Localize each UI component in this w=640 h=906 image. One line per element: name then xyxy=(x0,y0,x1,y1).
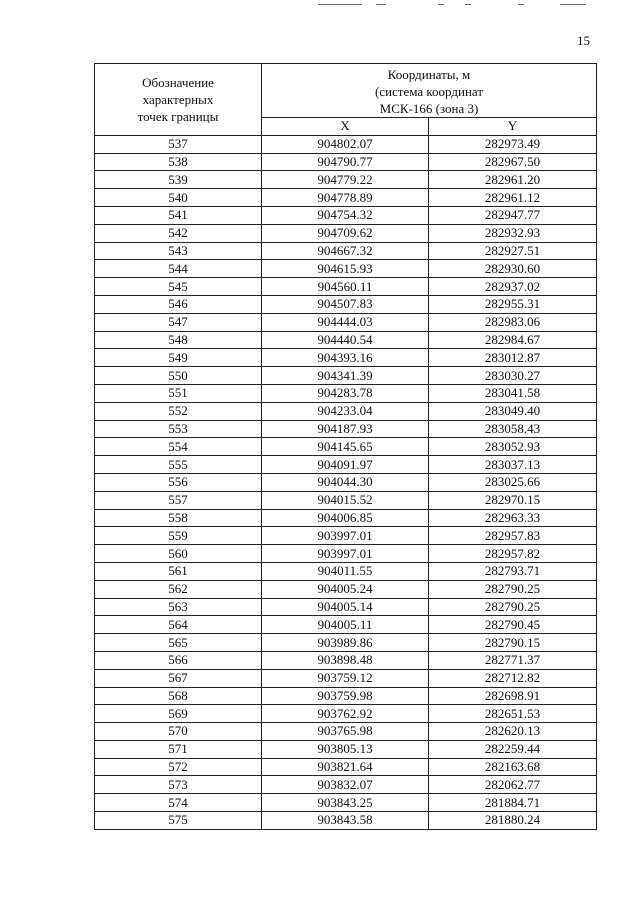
point-number-cell: 538 xyxy=(95,153,262,171)
x-coordinate-cell: 903759.98 xyxy=(262,687,429,705)
x-coordinate-cell: 903805.13 xyxy=(262,740,429,758)
y-coordinate-cell: 282790.15 xyxy=(429,634,597,652)
point-number-cell: 572 xyxy=(95,758,262,776)
table-row xyxy=(95,651,597,669)
table-row xyxy=(95,669,597,687)
point-number-cell: 567 xyxy=(95,669,262,687)
point-header-line: характерных xyxy=(142,91,214,107)
point-number-cell: 558 xyxy=(95,509,262,527)
x-coordinate-cell: 904779.22 xyxy=(262,171,429,189)
table-row xyxy=(95,295,597,313)
table-row xyxy=(95,580,597,598)
point-number-cell: 575 xyxy=(95,812,262,830)
y-coordinate-cell: 282259.44 xyxy=(429,740,597,758)
y-coordinate-cell: 283025.66 xyxy=(429,473,597,491)
point-header-line: точек границы xyxy=(137,108,219,124)
x-coordinate-cell: 904005.11 xyxy=(262,616,429,634)
table-row xyxy=(95,812,597,830)
table-row xyxy=(95,740,597,758)
y-coordinate-cell: 283052.93 xyxy=(429,438,597,456)
y-coordinate-cell: 282961.12 xyxy=(429,189,597,207)
table-row xyxy=(95,509,597,527)
table-row xyxy=(95,473,597,491)
table-row xyxy=(95,634,597,652)
x-coordinate-cell: 904444.03 xyxy=(262,313,429,331)
y-coordinate-cell: 281884.71 xyxy=(429,794,597,812)
x-coordinate-cell: 904005.14 xyxy=(262,598,429,616)
point-number-cell: 553 xyxy=(95,420,262,438)
table-row xyxy=(95,278,597,296)
point-number-cell: 560 xyxy=(95,545,262,563)
x-coordinate-cell: 904233.04 xyxy=(262,402,429,420)
x-coordinate-cell: 904283.78 xyxy=(262,384,429,402)
y-coordinate-cell: 282620.13 xyxy=(429,723,597,741)
x-coordinate-cell: 904667.32 xyxy=(262,242,429,260)
point-number-cell: 562 xyxy=(95,580,262,598)
table-row xyxy=(95,776,597,794)
table-row xyxy=(95,206,597,224)
x-coordinate-cell: 903762.92 xyxy=(262,705,429,723)
x-coordinate-cell: 903997.01 xyxy=(262,545,429,563)
point-number-cell: 570 xyxy=(95,723,262,741)
x-coordinate-cell: 904393.16 xyxy=(262,349,429,367)
table-row xyxy=(95,349,597,367)
x-coordinate-cell: 903759.12 xyxy=(262,669,429,687)
table-row xyxy=(95,598,597,616)
y-coordinate-cell: 282651.53 xyxy=(429,705,597,723)
x-coordinate-cell: 903997.01 xyxy=(262,527,429,545)
point-number-cell: 552 xyxy=(95,402,262,420)
y-coordinate-cell: 282957.83 xyxy=(429,527,597,545)
y-coordinate-cell: 282957.82 xyxy=(429,545,597,563)
x-coordinate-cell: 904187.93 xyxy=(262,420,429,438)
x-coordinate-cell: 904709.62 xyxy=(262,224,429,242)
table-row xyxy=(95,687,597,705)
x-coordinate-cell: 904011.55 xyxy=(262,562,429,580)
y-coordinate-cell: 282963.33 xyxy=(429,509,597,527)
coordinates-group-header xyxy=(262,64,597,118)
point-number-cell: 563 xyxy=(95,598,262,616)
table-body xyxy=(95,135,597,829)
x-coordinate-cell: 904560.11 xyxy=(262,278,429,296)
table-row xyxy=(95,491,597,509)
y-coordinate-cell: 282932.93 xyxy=(429,224,597,242)
table-row xyxy=(95,242,597,260)
table-row xyxy=(95,562,597,580)
x-coordinate-cell: 904507.83 xyxy=(262,295,429,313)
point-number-cell: 568 xyxy=(95,687,262,705)
y-coordinate-cell: 282937.02 xyxy=(429,278,597,296)
y-coordinate-cell: 283012.87 xyxy=(429,349,597,367)
point-number-cell: 569 xyxy=(95,705,262,723)
point-number-cell: 544 xyxy=(95,260,262,278)
page-number: 15 xyxy=(577,33,590,48)
point-number-cell: 573 xyxy=(95,776,262,794)
point-number-cell: 540 xyxy=(95,189,262,207)
point-header-line: Обозначение xyxy=(142,74,214,90)
x-coordinate-cell: 904790.77 xyxy=(262,153,429,171)
point-number-cell: 545 xyxy=(95,278,262,296)
point-number-cell: 561 xyxy=(95,562,262,580)
x-coordinate-cell: 904015.52 xyxy=(262,491,429,509)
x-coordinate-cell: 904341.39 xyxy=(262,367,429,385)
y-coordinate-cell: 282790.25 xyxy=(429,598,597,616)
x-coordinate-cell: 903898.48 xyxy=(262,651,429,669)
table-row xyxy=(95,723,597,741)
point-number-cell: 543 xyxy=(95,242,262,260)
coordinates-header-line: МСК-166 (зона 3) xyxy=(379,101,479,116)
point-number-cell: 546 xyxy=(95,295,262,313)
y-coordinate-cell: 282973.49 xyxy=(429,135,597,153)
y-coordinate-cell: 282790.45 xyxy=(429,616,597,634)
table-row xyxy=(95,758,597,776)
y-coordinate-cell: 282984.67 xyxy=(429,331,597,349)
point-number-cell: 542 xyxy=(95,224,262,242)
y-coordinate-cell: 283037.13 xyxy=(429,456,597,474)
point-number-cell: 564 xyxy=(95,616,262,634)
table-row xyxy=(95,153,597,171)
y-coordinate-cell: 283058.43 xyxy=(429,420,597,438)
x-coordinate-cell: 904802.07 xyxy=(262,135,429,153)
y-coordinate-cell: 282955.31 xyxy=(429,295,597,313)
x-coordinate-cell: 904005.24 xyxy=(262,580,429,598)
point-column-header xyxy=(95,64,262,136)
point-number-cell: 566 xyxy=(95,651,262,669)
point-number-cell: 551 xyxy=(95,384,262,402)
point-number-cell: 539 xyxy=(95,171,262,189)
table-row xyxy=(95,420,597,438)
y-coordinate-cell: 282771.37 xyxy=(429,651,597,669)
y-coordinate-cell: 282927.51 xyxy=(429,242,597,260)
table-row xyxy=(95,527,597,545)
point-number-cell: 565 xyxy=(95,634,262,652)
page-top-marks xyxy=(300,4,620,8)
point-number-cell: 549 xyxy=(95,349,262,367)
y-coordinate-cell: 281880.24 xyxy=(429,812,597,830)
table-row xyxy=(95,438,597,456)
y-coordinate-cell: 282967.50 xyxy=(429,153,597,171)
point-number-cell: 537 xyxy=(95,135,262,153)
y-coordinate-cell: 282062.77 xyxy=(429,776,597,794)
y-coordinate-cell: 282961.20 xyxy=(429,171,597,189)
y-coordinate-cell: 283041.58 xyxy=(429,384,597,402)
point-number-cell: 555 xyxy=(95,456,262,474)
point-number-cell: 550 xyxy=(95,367,262,385)
table-row xyxy=(95,331,597,349)
table-row xyxy=(95,616,597,634)
table-row xyxy=(95,224,597,242)
table-row xyxy=(95,171,597,189)
point-number-cell: 548 xyxy=(95,331,262,349)
coordinates-header-line: Координаты, м xyxy=(387,67,471,82)
table-row xyxy=(95,384,597,402)
x-coordinate-cell: 904091.97 xyxy=(262,456,429,474)
x-coordinate-cell: 903843.58 xyxy=(262,812,429,830)
coordinates-table xyxy=(94,63,597,830)
x-coordinate-cell: 903821.64 xyxy=(262,758,429,776)
y-coordinate-cell: 282163.68 xyxy=(429,758,597,776)
table-row xyxy=(95,189,597,207)
table-row xyxy=(95,545,597,563)
table-row xyxy=(95,135,597,153)
point-number-cell: 541 xyxy=(95,206,262,224)
table-row xyxy=(95,402,597,420)
y-coordinate-cell: 282947.77 xyxy=(429,206,597,224)
y-coordinate-cell: 282790.25 xyxy=(429,580,597,598)
table-row xyxy=(95,367,597,385)
y-coordinate-cell: 283049.40 xyxy=(429,402,597,420)
coordinates-header-line: (система координат xyxy=(374,84,484,99)
point-number-cell: 547 xyxy=(95,313,262,331)
table-row xyxy=(95,456,597,474)
point-number-cell: 557 xyxy=(95,491,262,509)
y-coordinate-cell: 283030.27 xyxy=(429,367,597,385)
x-coordinate-cell: 903989.86 xyxy=(262,634,429,652)
table-row xyxy=(95,794,597,812)
y-coordinate-cell: 282930.60 xyxy=(429,260,597,278)
x-coordinate-cell: 904778.89 xyxy=(262,189,429,207)
y-coordinate-cell: 282983.06 xyxy=(429,313,597,331)
x-coordinate-cell: 903832.07 xyxy=(262,776,429,794)
table-row xyxy=(95,313,597,331)
x-coordinate-cell: 903765.98 xyxy=(262,723,429,741)
y-coordinate-cell: 282970.15 xyxy=(429,491,597,509)
x-coordinate-cell: 904440.54 xyxy=(262,331,429,349)
x-coordinate-cell: 903843.25 xyxy=(262,794,429,812)
point-number-cell: 554 xyxy=(95,438,262,456)
point-number-cell: 556 xyxy=(95,473,262,491)
y-coordinate-cell: 282793.71 xyxy=(429,562,597,580)
x-coordinate-cell: 904145.65 xyxy=(262,438,429,456)
point-number-cell: 571 xyxy=(95,740,262,758)
y-coordinate-cell: 282712.82 xyxy=(429,669,597,687)
x-coordinate-cell: 904754.32 xyxy=(262,206,429,224)
point-number-cell: 574 xyxy=(95,794,262,812)
table-row xyxy=(95,705,597,723)
x-coordinate-cell: 904006.85 xyxy=(262,509,429,527)
x-coordinate-cell: 904044.30 xyxy=(262,473,429,491)
y-coordinate-cell: 282698.91 xyxy=(429,687,597,705)
x-column-header: X xyxy=(262,118,429,136)
point-number-cell: 559 xyxy=(95,527,262,545)
y-column-header: Y xyxy=(429,118,597,136)
table-row xyxy=(95,260,597,278)
x-coordinate-cell: 904615.93 xyxy=(262,260,429,278)
